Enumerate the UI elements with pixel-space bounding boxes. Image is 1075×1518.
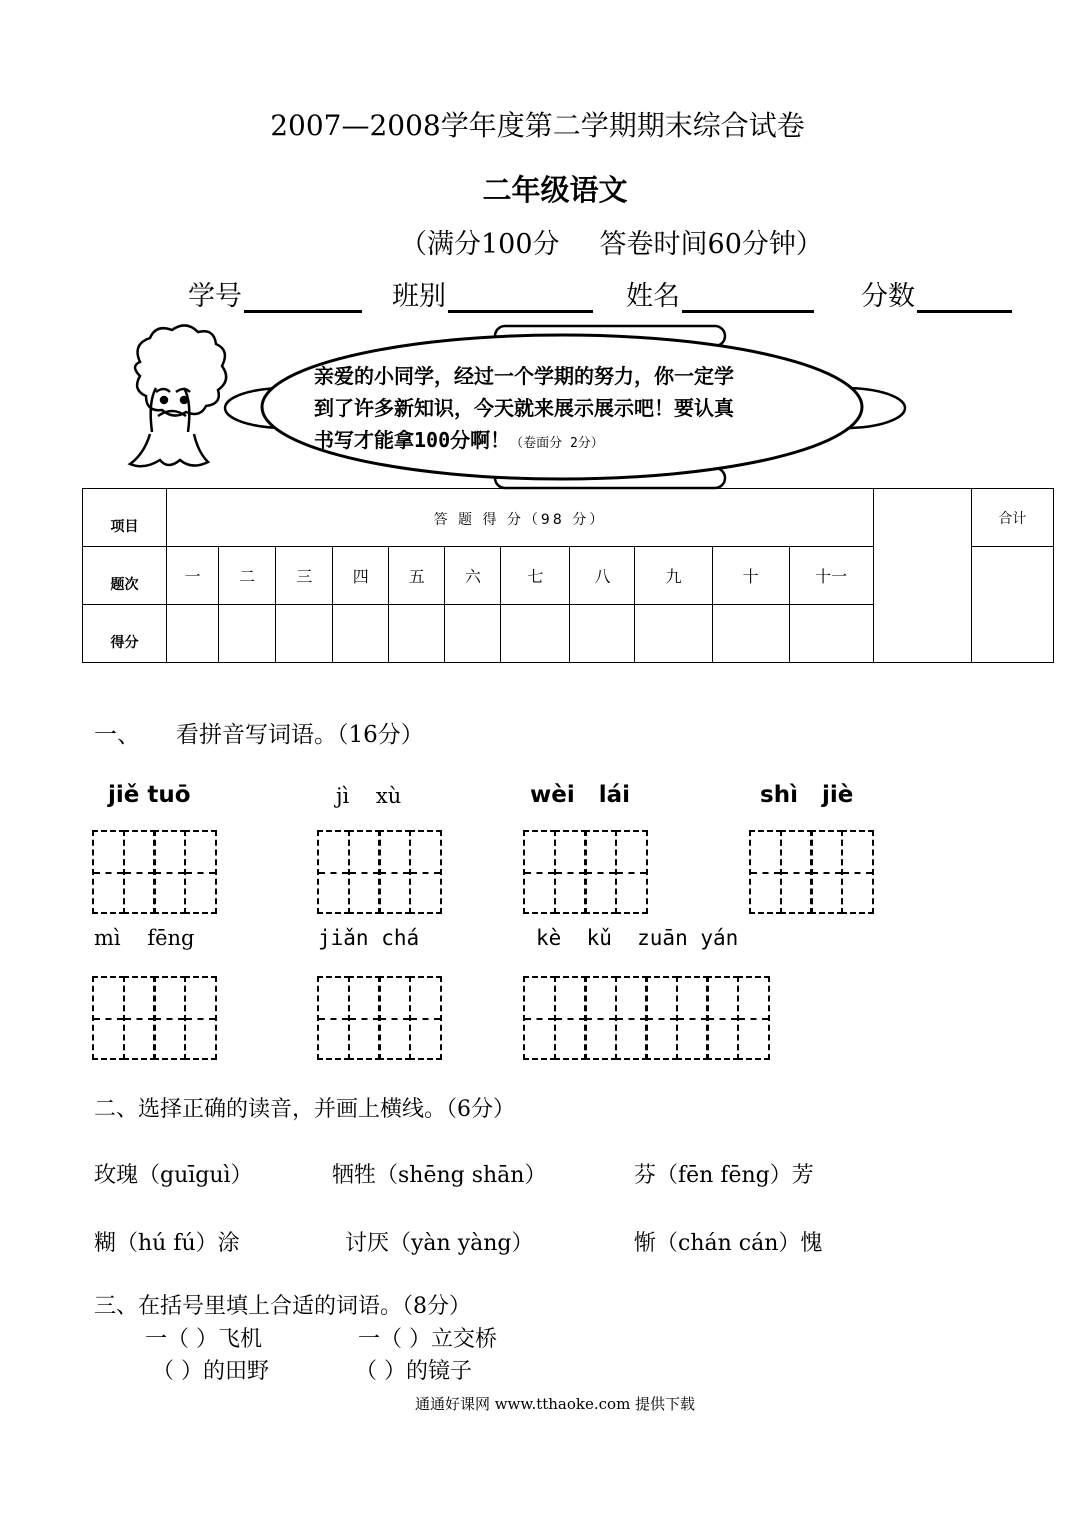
table-row <box>83 489 1054 547</box>
section-2-title: 二、选择正确的读音，并画上横线。（6分） <box>94 1097 515 1122</box>
question-number: 六 <box>445 547 501 605</box>
question-number: 一 <box>167 547 219 605</box>
neatness-note: （卷面分 2分） <box>510 436 604 451</box>
question-number: 三 <box>276 547 333 605</box>
fill-blank-item[interactable]: 一（ ）立交桥 <box>358 1327 497 1352</box>
reading-option[interactable]: 糊（hú fú）涂 <box>94 1231 240 1256</box>
score-cell[interactable] <box>712 605 789 663</box>
reading-option[interactable]: 讨厌（yàn yàng） <box>345 1231 534 1256</box>
fill-blank-item[interactable]: （ ）的镜子 <box>355 1359 472 1384</box>
class-label: 班别 <box>392 281 446 312</box>
pinyin-4: shì jiè <box>760 782 854 808</box>
fill-blank-item[interactable]: （ ）的田野 <box>152 1359 269 1384</box>
footer-credit: 通通好课网 www.tthaoke.com 提供下载 <box>414 1395 696 1413</box>
bonus-score-cell[interactable] <box>873 489 971 663</box>
row-label-score: 得分 <box>83 605 167 663</box>
reading-option[interactable]: 惭（chán cán）愧 <box>634 1231 823 1256</box>
score-cell[interactable] <box>219 605 276 663</box>
section-1-title: 看拼音写词语。（16分） <box>176 722 424 748</box>
question-number: 四 <box>333 547 389 605</box>
section-1-number: 一、 <box>94 722 140 748</box>
bubble-line-2: 到了许多新知识，今天就来展示展示吧！要认真 <box>314 396 734 420</box>
reading-option[interactable]: 玫瑰（guīguì） <box>94 1163 253 1188</box>
question-number: 八 <box>570 547 635 605</box>
score-table <box>82 488 1054 663</box>
writing-grid[interactable] <box>749 830 871 914</box>
row-label-item: 项目 <box>83 489 167 547</box>
writing-grid[interactable] <box>317 976 439 1060</box>
pinyin-6: jiǎn chá <box>318 926 420 950</box>
question-number: 二 <box>219 547 276 605</box>
total-header: 合计 <box>971 489 1053 547</box>
writing-grid[interactable] <box>317 830 439 914</box>
writing-grid[interactable] <box>92 976 214 1060</box>
exam-subject: 二年级语文 <box>482 173 628 207</box>
bubble-message <box>314 360 874 460</box>
score-cell[interactable] <box>389 605 445 663</box>
score-blank[interactable] <box>917 283 1012 313</box>
score-cell[interactable] <box>276 605 333 663</box>
class-field[interactable] <box>392 274 593 313</box>
question-number: 七 <box>501 547 570 605</box>
exam-title: 2007—2008学年度第二学期期末综合试卷 <box>270 109 805 142</box>
writing-grid[interactable] <box>523 976 767 1060</box>
pinyin-5: mì fēng <box>94 926 195 950</box>
name-blank[interactable] <box>682 283 814 313</box>
pinyin-3: wèi lái <box>530 782 631 808</box>
student-id-field[interactable] <box>188 274 362 313</box>
score-cell[interactable] <box>445 605 501 663</box>
score-cell[interactable] <box>570 605 635 663</box>
pinyin-2: jì xù <box>336 784 402 808</box>
score-cell[interactable] <box>635 605 712 663</box>
question-number: 九 <box>635 547 712 605</box>
score-cell[interactable] <box>501 605 570 663</box>
question-number: 五 <box>389 547 445 605</box>
name-label: 姓名 <box>626 281 680 312</box>
tree-mascot-icon <box>130 325 226 466</box>
bubble-line-1: 亲爱的小同学，经过一个学期的努力，你一定学 <box>314 364 734 388</box>
row-label-question: 题次 <box>83 547 167 605</box>
reading-option[interactable]: 牺牲（shēng shān） <box>332 1163 547 1188</box>
score-cell[interactable] <box>333 605 389 663</box>
fill-blank-item[interactable]: 一（ ）飞机 <box>145 1327 262 1352</box>
exam-time: 答卷时间60分钟） <box>599 229 823 260</box>
exam-score-time <box>400 222 823 261</box>
question-number: 十 <box>712 547 789 605</box>
bubble-line-3-text: 书写才能拿100分啊！ <box>314 428 511 452</box>
score-cell[interactable] <box>789 605 873 663</box>
full-score: （满分100分 <box>400 229 560 260</box>
total-score-cell[interactable] <box>971 547 1053 663</box>
score-label: 分数 <box>861 281 915 312</box>
name-field[interactable] <box>626 274 814 313</box>
score-cell[interactable] <box>167 605 219 663</box>
class-blank[interactable] <box>448 283 593 313</box>
writing-grid[interactable] <box>523 830 645 914</box>
student-id-blank[interactable] <box>244 283 362 313</box>
pinyin-1: jiě tuō <box>108 782 191 808</box>
reading-option[interactable]: 芬（fēn fēng）芳 <box>634 1163 814 1188</box>
pinyin-7: kè kǔ zuān yán <box>536 926 739 950</box>
writing-grid[interactable] <box>92 830 214 914</box>
answer-score-header: 答 题 得 分（98 分） <box>167 489 874 547</box>
question-number: 十一 <box>789 547 873 605</box>
score-field[interactable] <box>861 274 1012 313</box>
section-1-heading <box>94 716 424 749</box>
bubble-line-3 <box>314 424 874 460</box>
student-id-label: 学号 <box>188 281 242 312</box>
section-3-title: 三、在括号里填上合适的词语。（8分） <box>94 1294 471 1319</box>
